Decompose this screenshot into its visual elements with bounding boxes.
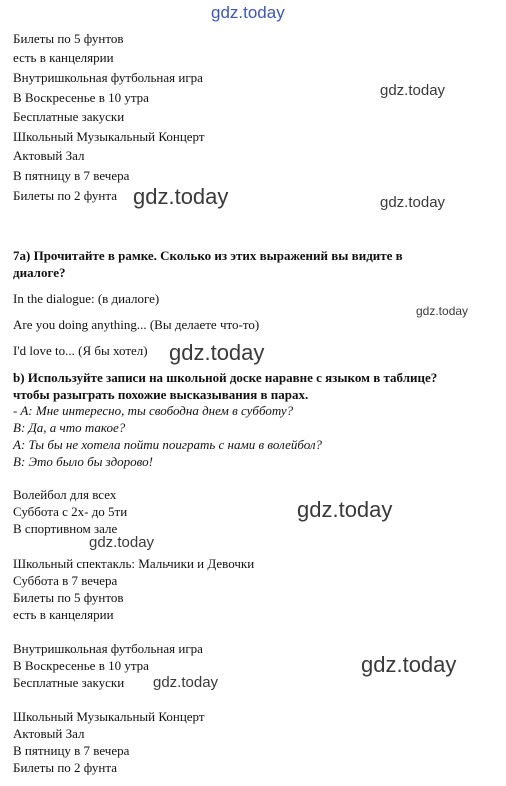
dialogue-line: B: Это было бы здорово! <box>13 454 153 469</box>
watermark: gdz.today <box>361 652 457 677</box>
dialogue-line: - A: Мне интересно, ты свободна днем в субботу? <box>13 403 294 418</box>
watermark: gdz.today <box>89 534 155 551</box>
notice-line: В пятницу в 7 вечера <box>13 168 130 183</box>
notice-line: Внутришкольная футбольная игра <box>13 641 203 656</box>
dialogue-line: B: Да, а что такое? <box>13 420 126 435</box>
notice-line: Билеты по 2 фунта <box>13 760 117 775</box>
notice-line: Школьный спектакль: Мальчики и Девочки <box>13 556 255 571</box>
watermark: gdz.today <box>380 82 446 99</box>
notice-line: Школьный Музыкальный Концерт <box>13 709 205 724</box>
watermark: gdz.today <box>297 497 393 522</box>
expression-item: I'd love to... (Я бы хотел) <box>13 343 148 358</box>
notice-line: Волейбол для всех <box>13 487 117 502</box>
notice-line: Актовый Зал <box>13 148 85 163</box>
notice-line: Билеты по 5 фунтов <box>13 31 124 46</box>
watermark: gdz.today <box>153 674 219 691</box>
task-7b-heading: b) Используйте записи на школьной доске наравне с языком в таблице? <box>13 370 438 385</box>
watermark: gdz.today <box>416 304 469 318</box>
notice-line: Суббота в 7 вечера <box>13 573 118 588</box>
watermark: gdz.today <box>133 184 229 209</box>
notice-line: В Воскресенье в 10 утра <box>13 658 149 673</box>
watermark: gdz.today <box>380 194 446 211</box>
notice-line: есть в канцелярии <box>13 607 114 622</box>
task-7a-heading: 7а) Прочитайте в рамке. Сколько из этих выражений вы видите в <box>13 248 403 263</box>
notice-line: Бесплатные закуски <box>13 675 125 690</box>
notice-line: В спортивном зале <box>13 521 118 536</box>
notice-line: Внутришкольная футбольная игра <box>13 70 203 85</box>
notice-line: есть в канцелярии <box>13 50 114 65</box>
dialogue-line: A: Ты бы не хотела пойти поиграть с нами в волейбол? <box>13 437 323 452</box>
task-7a-heading-cont: диалоге? <box>13 265 66 280</box>
notice-line: Актовый Зал <box>13 726 85 741</box>
notice-line: В пятницу в 7 вечера <box>13 743 130 758</box>
notice-line: Билеты по 2 фунта <box>13 188 117 203</box>
notice-line: Бесплатные закуски <box>13 109 125 124</box>
expression-item: In the dialogue: (в диалоге) <box>13 291 160 306</box>
notice-line: Школьный Музыкальный Концерт <box>13 129 205 144</box>
watermark-top: gdz.today <box>211 3 285 22</box>
notice-line: Суббота с 2х- до 5ти <box>13 504 128 519</box>
task-7b-heading-cont: чтобы разыграть похожие высказывания в парах. <box>13 387 309 402</box>
expression-item: Are you doing anything... (Вы делаете что-то) <box>13 317 260 332</box>
notice-line: В Воскресенье в 10 утра <box>13 90 149 105</box>
watermark: gdz.today <box>169 340 265 365</box>
notice-line: Билеты по 5 фунтов <box>13 590 124 605</box>
